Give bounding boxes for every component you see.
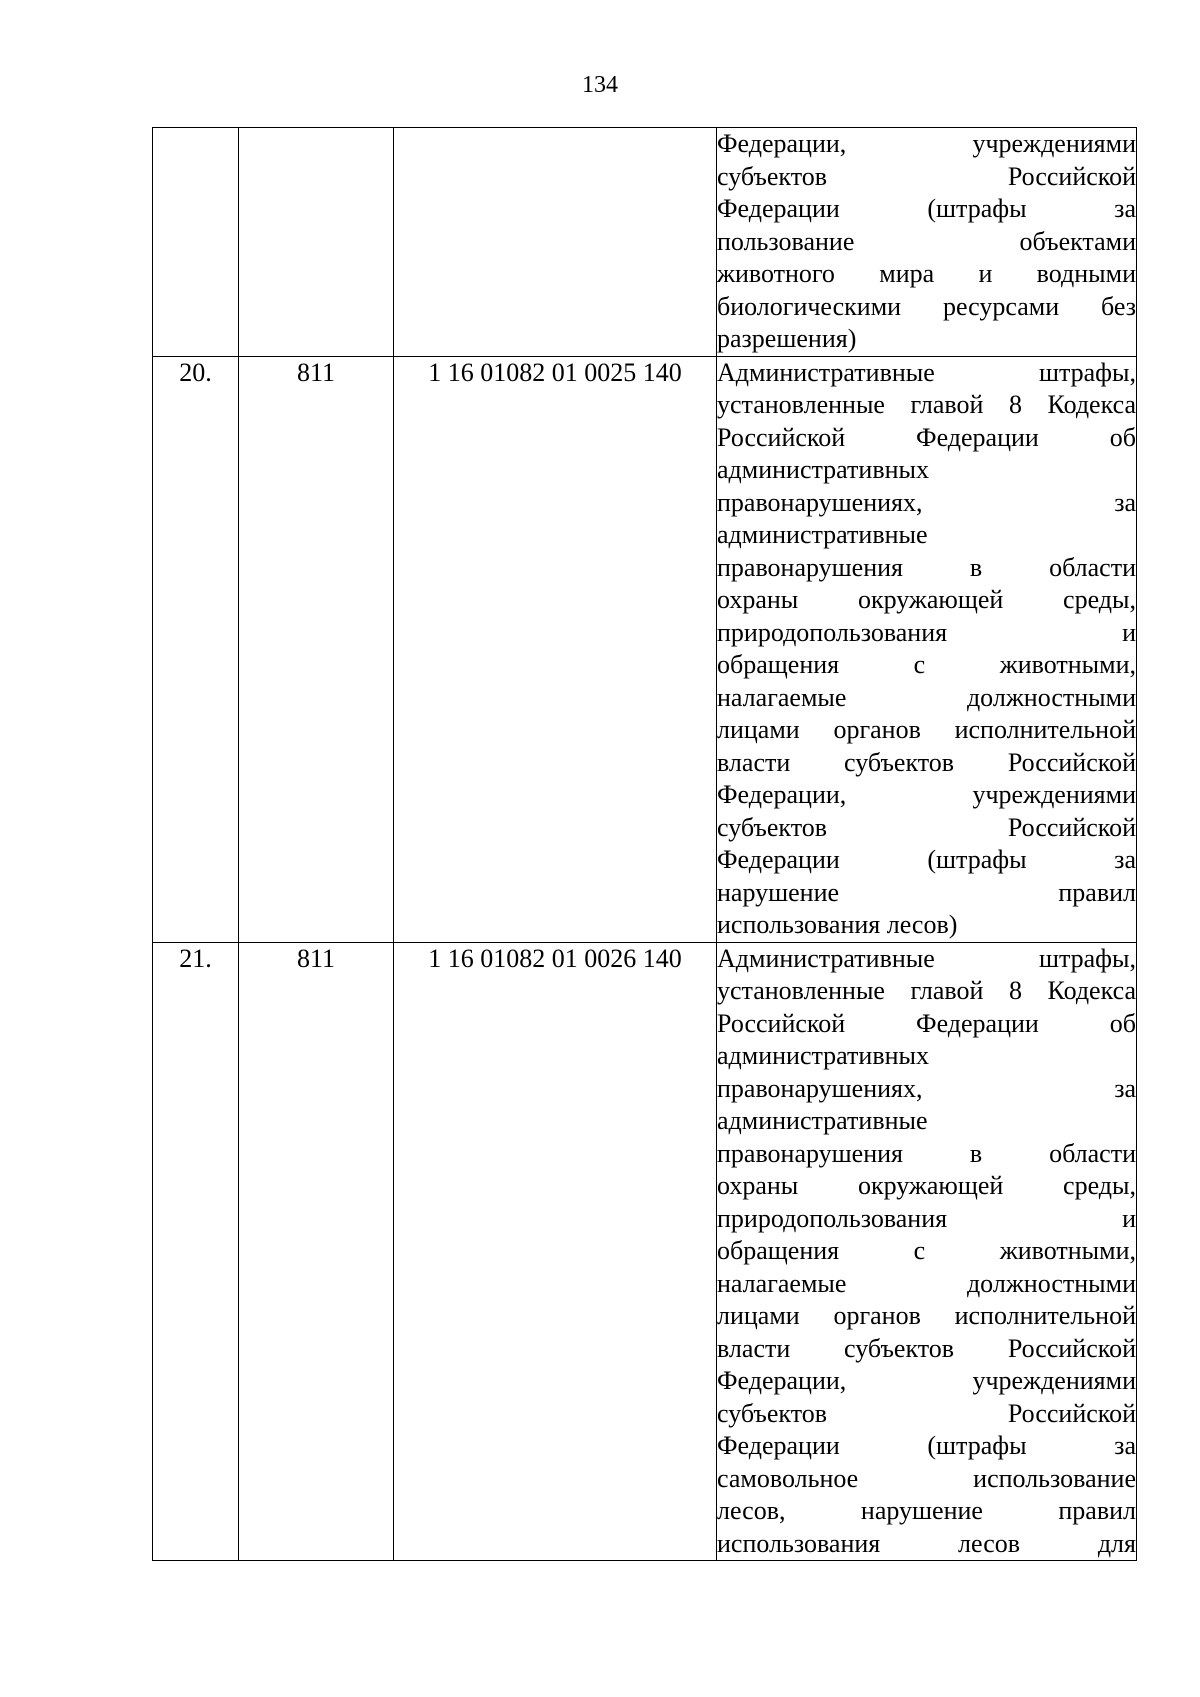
- row-number-cell: 21.: [153, 942, 239, 1561]
- description-line: правонарушениях, за: [717, 487, 1136, 517]
- description-line: Федерации (штрафы за: [717, 194, 1136, 223]
- description-cell: [717, 942, 1137, 1561]
- description-line: субъектов Российской: [717, 1398, 1136, 1428]
- description-line: субъектов Российской: [717, 161, 1136, 191]
- description-line: охраны окружающей среды,: [717, 585, 1136, 614]
- description-line: власти субъектов Российской: [717, 747, 1136, 777]
- description-line: пользование объектами: [717, 226, 1136, 256]
- table-body: [153, 128, 1137, 1561]
- kbk-code-cell: [394, 128, 717, 357]
- description-line: использования лесов для: [717, 1528, 1136, 1558]
- description-line: правонарушениях, за: [717, 1073, 1136, 1103]
- description-line: Федерации, учреждениями: [717, 780, 1136, 809]
- description-line: административные: [717, 520, 928, 549]
- description-line: Административные штрафы,: [717, 357, 1136, 387]
- description-line: Федерации, учреждениями: [717, 129, 1136, 158]
- description-line: обращения с животными,: [717, 650, 1136, 679]
- revenue-codes-table: [152, 127, 1137, 1561]
- description-line: субъектов Российской: [717, 812, 1136, 842]
- description-line: охраны окружающей среды,: [717, 1171, 1136, 1200]
- description-line: административные: [717, 1106, 928, 1135]
- description-line: обращения с животными,: [717, 1236, 1136, 1265]
- table-row: [153, 356, 1137, 942]
- description-line: установленные главой 8 Кодекса: [717, 976, 1136, 1005]
- description-line: природопользования и: [717, 617, 1136, 647]
- description-line: правонарушения в области: [717, 1138, 1136, 1168]
- description-line: Федерации (штрафы за: [717, 845, 1136, 874]
- table-row: [153, 942, 1137, 1561]
- description-line: Федерации (штрафы за: [717, 1431, 1136, 1460]
- page-number: 134: [582, 72, 618, 98]
- row-number-cell: [153, 128, 239, 357]
- description-line: административных: [717, 455, 929, 484]
- description-line: налагаемые должностными: [717, 1268, 1136, 1298]
- description-line: Российской Федерации об: [717, 1008, 1136, 1038]
- description-line: животного мира и водными: [717, 259, 1136, 288]
- description-line: установленные главой 8 Кодекса: [717, 390, 1136, 419]
- table-row: [153, 128, 1137, 357]
- description-line: разрешения): [717, 324, 857, 353]
- description-line: правонарушения в области: [717, 552, 1136, 582]
- description-line: Федерации, учреждениями: [717, 1366, 1136, 1395]
- description-line: использования лесов): [717, 910, 958, 939]
- description-cell: [717, 128, 1137, 357]
- description-line: Российской Федерации об: [717, 422, 1136, 452]
- description-line: нарушение правил: [717, 877, 1136, 907]
- admin-code-cell: 811: [239, 942, 394, 1561]
- description-line: природопользования и: [717, 1203, 1136, 1233]
- description-line: Административные штрафы,: [717, 943, 1136, 973]
- admin-code-cell: 811: [239, 356, 394, 942]
- admin-code-cell: [239, 128, 394, 357]
- kbk-code-cell: 1 16 01082 01 0025 140: [394, 356, 717, 942]
- description-line: лесов, нарушение правил: [717, 1496, 1136, 1525]
- description-line: лицами органов исполнительной: [717, 715, 1136, 744]
- row-number-cell: 20.: [153, 356, 239, 942]
- description-cell: [717, 356, 1137, 942]
- description-line: власти субъектов Российской: [717, 1333, 1136, 1363]
- kbk-code-cell: 1 16 01082 01 0026 140: [394, 942, 717, 1561]
- description-line: биологическими ресурсами без: [717, 291, 1136, 321]
- description-line: лицами органов исполнительной: [717, 1301, 1136, 1330]
- description-line: налагаемые должностными: [717, 682, 1136, 712]
- description-line: административных: [717, 1041, 929, 1070]
- description-line: самовольное использование: [717, 1463, 1136, 1493]
